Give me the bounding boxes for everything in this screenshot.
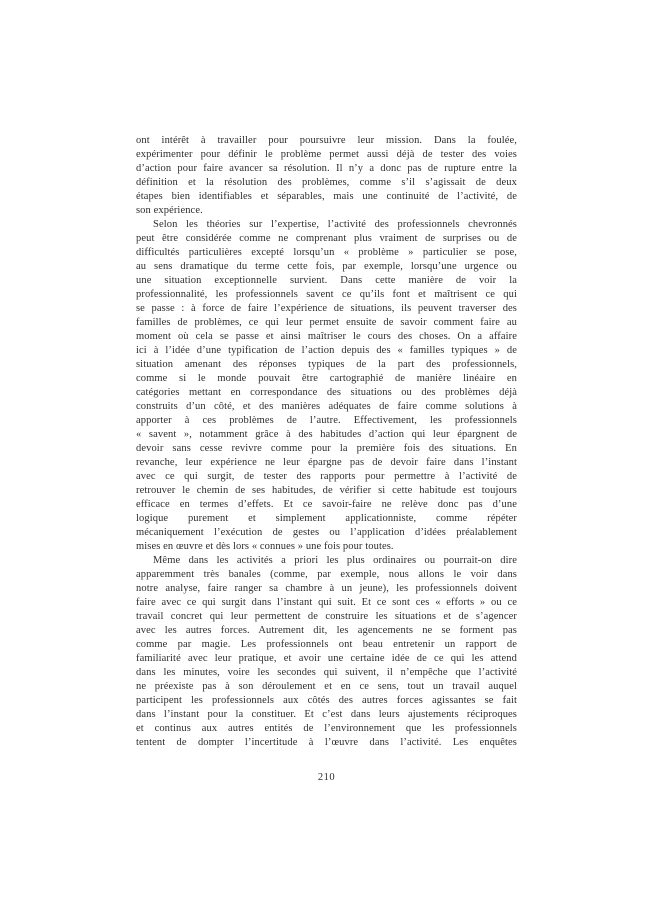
text-line: ici à l’idée d’une typification de l’action depuis des « familles typiques » de xyxy=(136,345,517,356)
text-line: situation amenant des réponses typiques de la part des professionnels, xyxy=(136,359,517,370)
text-line: moment où cela se passe et ainsi maîtriser le cours des choses. On a affaire xyxy=(136,331,517,342)
text-line: une situation exceptionnelle survient. Dans cette manière de voir la xyxy=(136,275,517,286)
text-line: étapes bien identifiables et séparables, mais une continuité de l’activité, de xyxy=(136,191,517,202)
text-line: ne préexiste pas à son déroulement et en ce sens, tout un travail auquel xyxy=(136,681,517,692)
text-line: dans les minutes, voire les secondes qui suivent, il n’empêche que l’activité xyxy=(136,667,517,678)
text-line: participent les professionnels aux côtés des autres forces agissantes se fait xyxy=(136,695,517,706)
text-line: logique purement et simplement applicationniste, comme répéter xyxy=(136,513,517,524)
text-line: apporter à ces problèmes de l’autre. Effectivement, les professionnels xyxy=(136,415,517,426)
text-line: familles de problèmes, ce qui leur permet ensuite de savoir comment faire au xyxy=(136,317,517,328)
text-line: ont intérêt à travailler pour poursuivre leur mission. Dans la foulée, xyxy=(136,135,517,146)
text-line: définition et la résolution des problèmes, comme s’il s’agissait de deux xyxy=(136,177,517,188)
text-line: tentent de dompter l’incertitude à l’œuvre dans l’activité. Les enquêtes xyxy=(136,737,517,748)
text-line: efficace en termes d’effets. Et ce savoir-faire ne relève donc pas d’une xyxy=(136,499,517,510)
text-line: difficultés particulières excepté lorsqu’un « problème » particulier se pose, xyxy=(136,247,517,258)
text-line: se passe : à force de faire l’expérience de situations, ils peuvent traverser des xyxy=(136,303,517,314)
text-line: mises en œuvre et dès lors « connues » une fois pour toutes. xyxy=(136,541,394,552)
text-line: avec les autres forces. Autrement dit, les agencements ne se forment pas xyxy=(136,625,517,636)
text-line: revanche, leur expérience ne leur épargne pas de devoir faire dans l’instant xyxy=(136,457,517,468)
text-line: d’action pour faire avancer sa résolution. Il n’y a donc pas de rupture entre la xyxy=(136,163,517,174)
text-line: et continus aux autres entités de l’environnement que les professionnels xyxy=(136,723,517,734)
text-line: construits d’un côté, et des manières adéquates de faire comme solutions à xyxy=(136,401,517,412)
text-line: expérimenter pour définir le problème permet aussi déjà de tester des voies xyxy=(136,149,517,160)
text-line: travail concret qui leur permettent de construire les situations et de s’agencer xyxy=(136,611,517,622)
text-line: retrouver le chemin de ses habitudes, de vérifier si cette habitude est toujours xyxy=(136,485,517,496)
text-line: faire avec ce qui surgit dans l’instant qui suit. Et ce sont ces « efforts » ou ce xyxy=(136,597,517,608)
text-line: comme si le monde pouvait être cartographié de manière linéaire en xyxy=(136,373,517,384)
text-line: son expérience. xyxy=(136,205,203,216)
text-line: professionnalité, les professionnels savent ce qu’ils font et maîtrisent ce qui xyxy=(136,289,517,300)
text-line: mécaniquement l’exécution de gestes ou l’application d’idées préalablement xyxy=(136,527,517,538)
text-line: avec ce qui surgit, de tester des rapports pour permettre à l’activité de xyxy=(136,471,517,482)
text-line: catégories mettant en correspondance des situations ou des problèmes déjà xyxy=(136,387,517,398)
text-line: peut être considérée comme ne comprenant plus vraiment de surprises ou de xyxy=(136,233,517,244)
page-text-block xyxy=(136,134,517,750)
text-line: « savent », notamment grâce à des habitudes d’action qui leur épargnent de xyxy=(136,429,517,440)
page-number: 210 xyxy=(317,772,336,783)
text-line: apparemment très banales (comme, par exemple, nous allons le voir dans xyxy=(136,569,517,580)
text-line: notre analyse, faire ranger sa chambre à un jeune), les professionnels doivent xyxy=(136,583,517,594)
text-line: comme par magie. Les professionnels ont beau entretenir un rapport de xyxy=(136,639,517,650)
text-line: Même dans les activités a priori les plus ordinaires ou pourrait-on dire xyxy=(153,555,517,566)
text-line: Selon les théories sur l’expertise, l’activité des professionnels chevronnés xyxy=(153,219,517,230)
text-line: au sens dramatique du terme cette fois, par exemple, lorsqu’une urgence ou xyxy=(136,261,517,272)
text-line: familiarité avec leur pratique, et avoir une certaine idée de ce qui les attend xyxy=(136,653,517,664)
text-line: dans l’instant pour la constituer. Et c’est dans leurs ajustements réciproques xyxy=(136,709,517,720)
text-line: devoir sans cesse revivre comme pour la première fois des situations. En xyxy=(136,443,517,454)
